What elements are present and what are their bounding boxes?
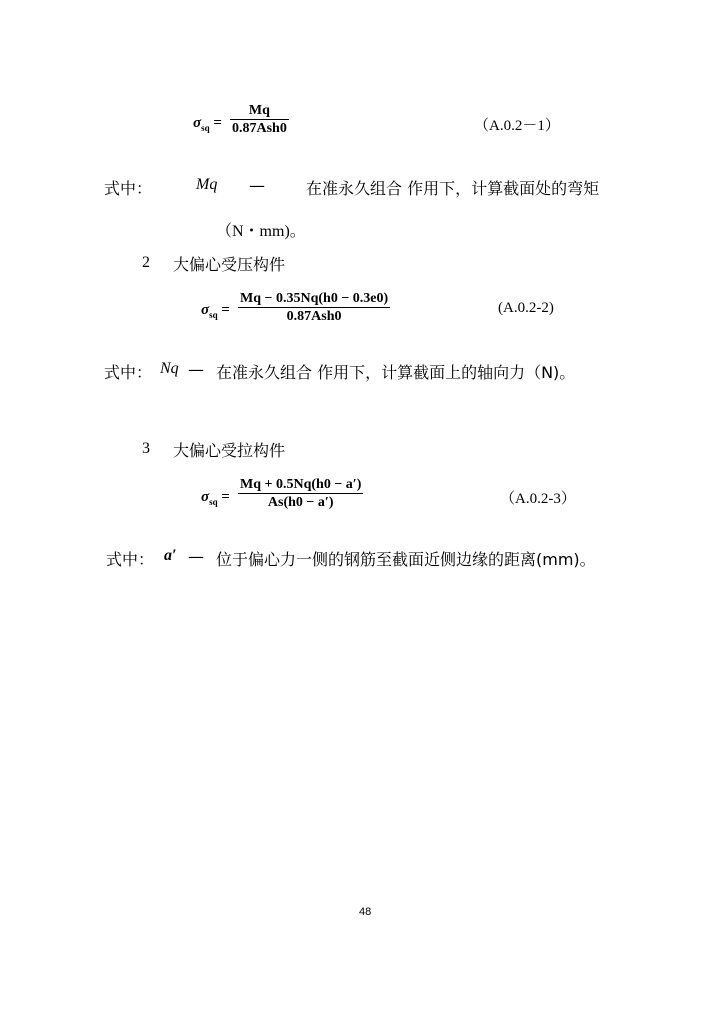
equation-3-number: （A.0.2-3） <box>500 491 576 507</box>
sigma-symbol: σ <box>201 302 210 318</box>
item-2-number: 2 <box>142 254 150 271</box>
item-3-number: 3 <box>142 440 150 457</box>
def-2-dash: — <box>188 360 204 379</box>
item-3-title: 大偏心受拉构件 <box>173 441 286 460</box>
equation-2-denominator: 0.87Ash0 <box>286 309 342 324</box>
equation-1-denominator: 0.87Ash0 <box>232 121 287 136</box>
def-1-label: 式中： <box>104 179 153 198</box>
sigma-subscript: sq <box>201 123 210 133</box>
equation-2-number: (A.0.2-2) <box>498 300 554 316</box>
def-2-label: 式中： <box>104 363 153 382</box>
sigma-subscript: sq <box>209 497 218 507</box>
def-1-symbol: Mq <box>196 176 218 193</box>
equation-1-lhs: $\sigma_{sq}$ = <box>193 115 222 133</box>
equation-3-denominator: As(h0 − a′) <box>267 495 334 510</box>
def-3-label: 式中： <box>106 550 155 569</box>
def-1-dash: — <box>249 176 265 195</box>
page-number: 48 <box>359 906 372 918</box>
item-2-title: 大偏心受压构件 <box>173 255 286 274</box>
def-3-text: 位于偏心力一侧的钢筋至截面近侧边缘的距离(mm)。 <box>216 550 596 569</box>
def-3-symbol: a′ <box>164 547 177 564</box>
equation-3-numerator: Mq + 0.5Nq(h0 − a′) <box>240 477 362 492</box>
equation-2-numerator: Mq − 0.35Nq(h0 − 0.3e0) <box>240 291 389 306</box>
def-2-text: 在准永久组合 作用下，计算截面上的轴向力（N)。 <box>216 363 576 382</box>
equation-3-lhs: $\sigma_{sq}$ = <box>201 489 230 507</box>
sigma-symbol: σ <box>193 115 202 131</box>
def-1-text: 在准永久组合 作用下，计算截面处的弯矩 <box>306 179 600 198</box>
def-1-unit: （N・mm)。 <box>216 223 306 240</box>
equation-1-fraction <box>230 102 289 137</box>
equation-3-fraction <box>238 476 363 511</box>
sigma-subscript: sq <box>209 310 218 320</box>
equation-1-number: （A.0.2－1） <box>474 118 560 134</box>
equation-2-lhs: $\sigma_{sq}$ = <box>201 302 230 320</box>
def-2-symbol: Nq <box>160 360 179 377</box>
equation-1-numerator: Mq <box>248 103 270 118</box>
sigma-symbol: σ <box>201 489 210 505</box>
equation-2-fraction <box>238 290 390 325</box>
def-3-dash: — <box>188 547 204 566</box>
